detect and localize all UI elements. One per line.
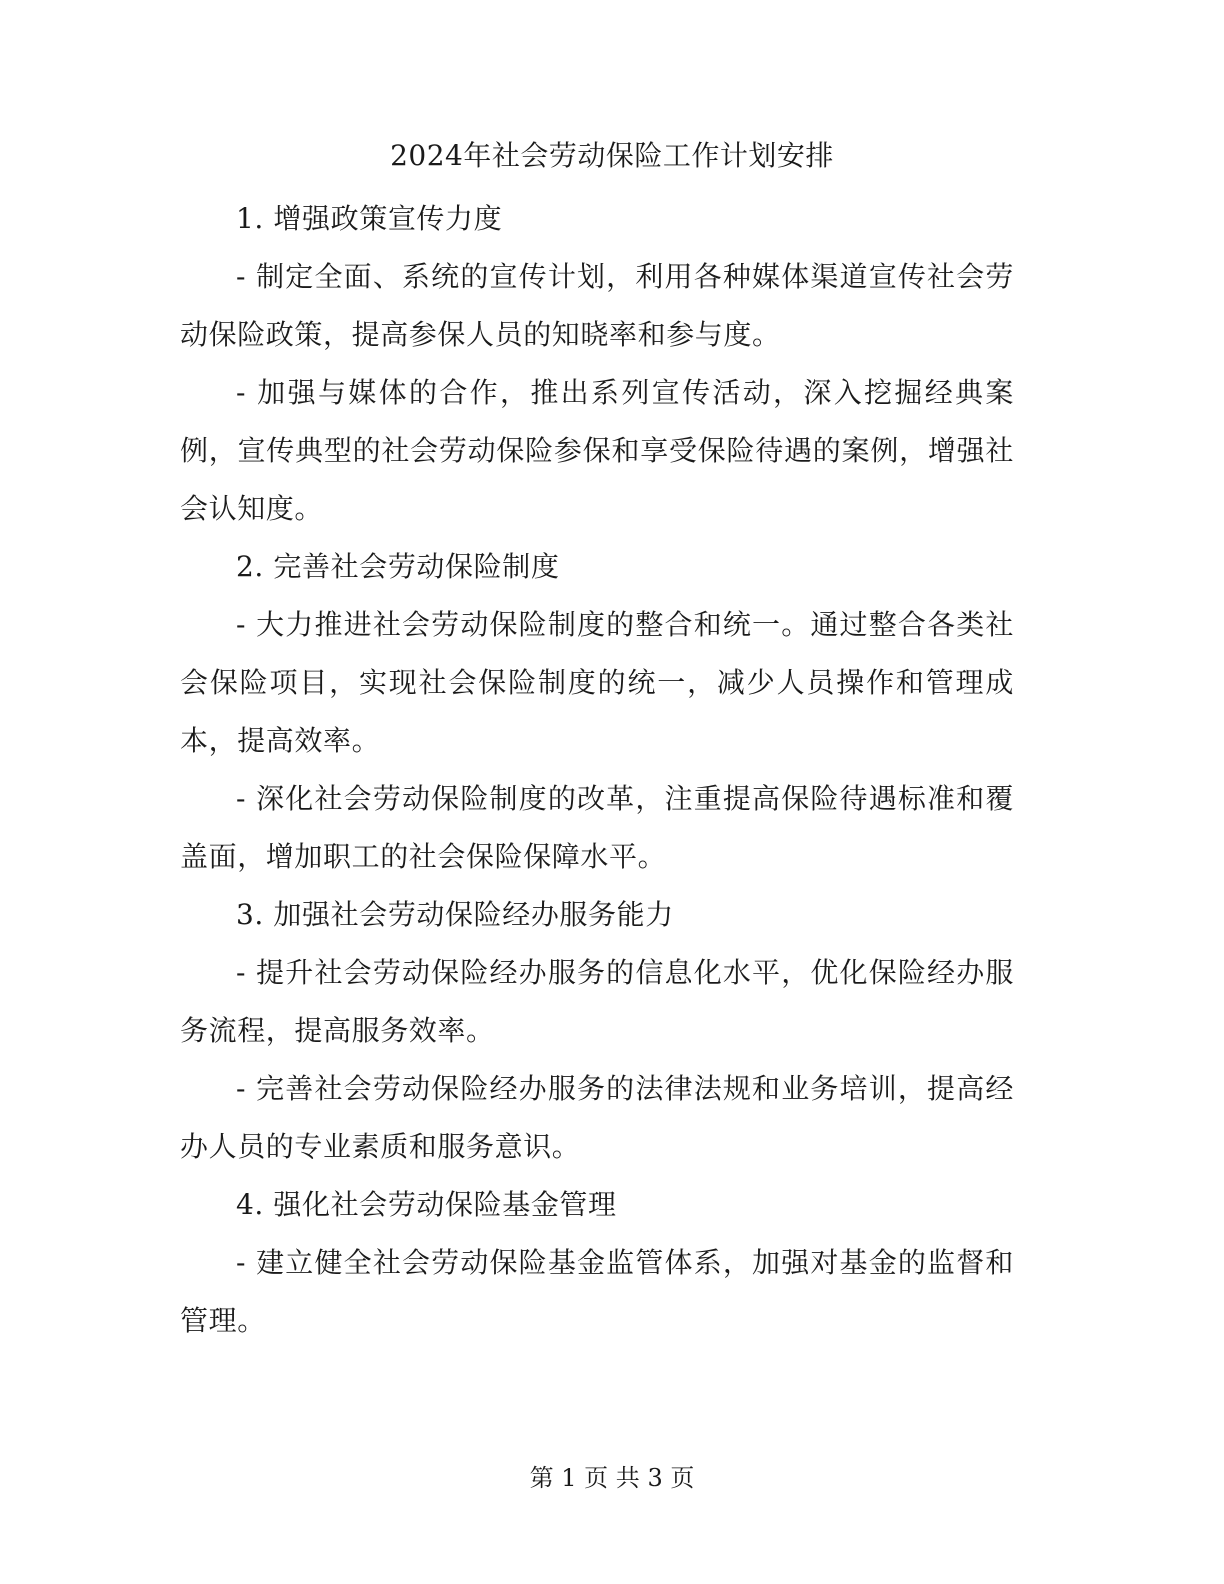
document-body: [180, 190, 1014, 1350]
paragraph: - 建立健全社会劳动保险基金监管体系，加强对基金的监督和管理。: [180, 1246, 1014, 1337]
section-heading-3: 3. 加强社会劳动保险经办服务能力: [236, 898, 674, 931]
paragraph: - 大力推进社会劳动保险制度的整合和统一。通过整合各类社会保险项目，实现社会保险制度的统一，减少人员操作和管理成本，提高效率。: [180, 608, 1014, 757]
document-title: 2024年社会劳动保险工作计划安排: [390, 139, 834, 172]
section-heading-4: 4. 强化社会劳动保险基金管理: [236, 1188, 617, 1221]
paragraph: - 深化社会劳动保险制度的改革，注重提高保险待遇标准和覆盖面，增加职工的社会保险保障水平。: [180, 782, 1014, 873]
paragraph: - 加强与媒体的合作，推出系列宣传活动，深入挖掘经典案例，宣传典型的社会劳动保险参保和享受保险待遇的案例，增强社会认知度。: [180, 376, 1014, 525]
paragraph: - 制定全面、系统的宣传计划，利用各种媒体渠道宣传社会劳动保险政策，提高参保人员的知晓率和参与度。: [180, 260, 1014, 351]
paragraph: - 完善社会劳动保险经办服务的法律法规和业务培训，提高经办人员的专业素质和服务意识。: [180, 1072, 1014, 1163]
paragraph: - 提升社会劳动保险经办服务的信息化水平，优化保险经办服务流程，提高服务效率。: [180, 956, 1014, 1047]
section-heading-1: 1. 增强政策宣传力度: [236, 202, 503, 235]
section-heading-2: 2. 完善社会劳动保险制度: [236, 550, 560, 583]
page-number-footer: 第 1 页 共 3 页: [529, 1464, 695, 1492]
